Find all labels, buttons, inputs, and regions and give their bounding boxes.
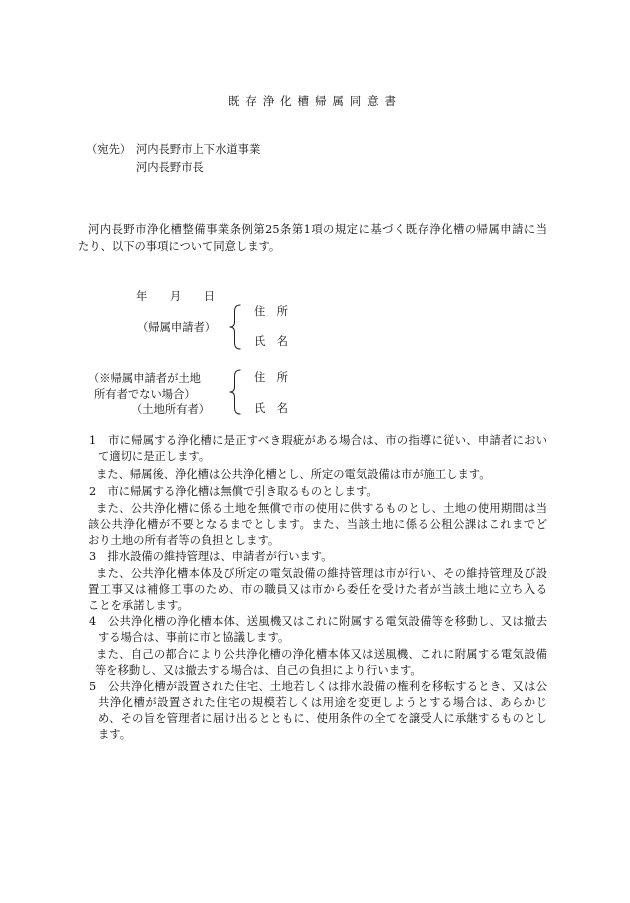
name-label: 氏 名	[254, 335, 288, 348]
condition-line: 3 排水設備の維持管理は、申請者が行います。	[89, 550, 333, 563]
landowner-note: 所有者でない場合）	[94, 388, 196, 401]
condition-line: 共浄化槽が設置された住宅の規模若しくは用途を変更しようとする場合は、あらかじ	[98, 696, 547, 709]
condition-line: 等を移動し、又は撤去する場合は、自己の負担により行います。	[95, 664, 422, 677]
condition-line: また、公共浄化槽本体及び所定の電気設備の維持管理は市が行い、その維持管理及び設	[96, 567, 547, 580]
left-brace	[228, 304, 242, 350]
condition-line: 置工事又は補修工事のため、市の職員又は市から委任を受けた者が当該土地に立ち入る	[88, 583, 547, 596]
date-line: 年 月 日	[136, 290, 216, 303]
condition-line: ことを承諾します。	[88, 599, 189, 612]
addressee-name: 河内長野市上下水道事業	[136, 143, 261, 156]
intro-line: 河内長野市浄化槽整備事業条例第25条第1項の規定に基づく既存浄化槽の帰属申請に当	[88, 223, 547, 236]
condition-line: 2 市に帰属する浄化槽は無償で引き取るものとします。	[89, 485, 378, 498]
left-brace	[228, 369, 242, 415]
document-title: 既 存 浄 化 槽 帰 属 同 意 書	[228, 94, 396, 108]
addressee-prefix: （宛先）	[86, 143, 132, 156]
condition-line: また、自己の都合により公共浄化槽の浄化槽本体又は送風機、これに附属する電気設備	[96, 648, 547, 661]
condition-line: また、公共浄化槽に係る土地を無償で市の使用に供するものとし、土地の使用期間は当	[96, 502, 547, 515]
condition-line: また、帰属後、浄化槽は公共浄化槽とし、所定の電気設備は市が施工します。	[96, 468, 491, 481]
condition-line: 該公共浄化槽が不要となるまでとします。また、当該土地に係る公租公課はこれまでど	[88, 518, 547, 531]
condition-line: め、その旨を管理者に届け出るとともに、使用条件の全てを譲受人に承継するものとし	[98, 712, 547, 725]
condition-line: する場合は、事前に市と協議します。	[98, 631, 290, 644]
condition-line: ます。	[98, 728, 131, 741]
name-label: 氏 名	[254, 402, 288, 415]
condition-line: て適切に是正します。	[98, 450, 211, 463]
condition-line: 1 市に帰属する浄化槽に是正すべき瑕疵がある場合は、市の指導に従い、申請者におい	[89, 434, 547, 447]
condition-line: 4 公共浄化槽の浄化槽本体、送風機又はこれに附属する電気設備等を移動し、又は撤去	[89, 615, 547, 628]
applicant-role: （帰属申請者）	[137, 321, 217, 334]
landowner-note: （※帰属申請者が土地	[88, 372, 201, 385]
intro-line: たり、以下の事項について同意します。	[78, 240, 281, 253]
address-label: 住 所	[254, 371, 288, 384]
addressee-name: 河内長野市長	[136, 161, 204, 174]
condition-line: おり土地の所有者等の負担とします。	[88, 534, 280, 547]
address-label: 住 所	[254, 305, 288, 318]
condition-line: 5 公共浄化槽が設置された住宅、土地若しくは排水設備の権利を移転するとき、又は公	[89, 680, 547, 693]
landowner-role: （土地所有者）	[131, 403, 211, 416]
